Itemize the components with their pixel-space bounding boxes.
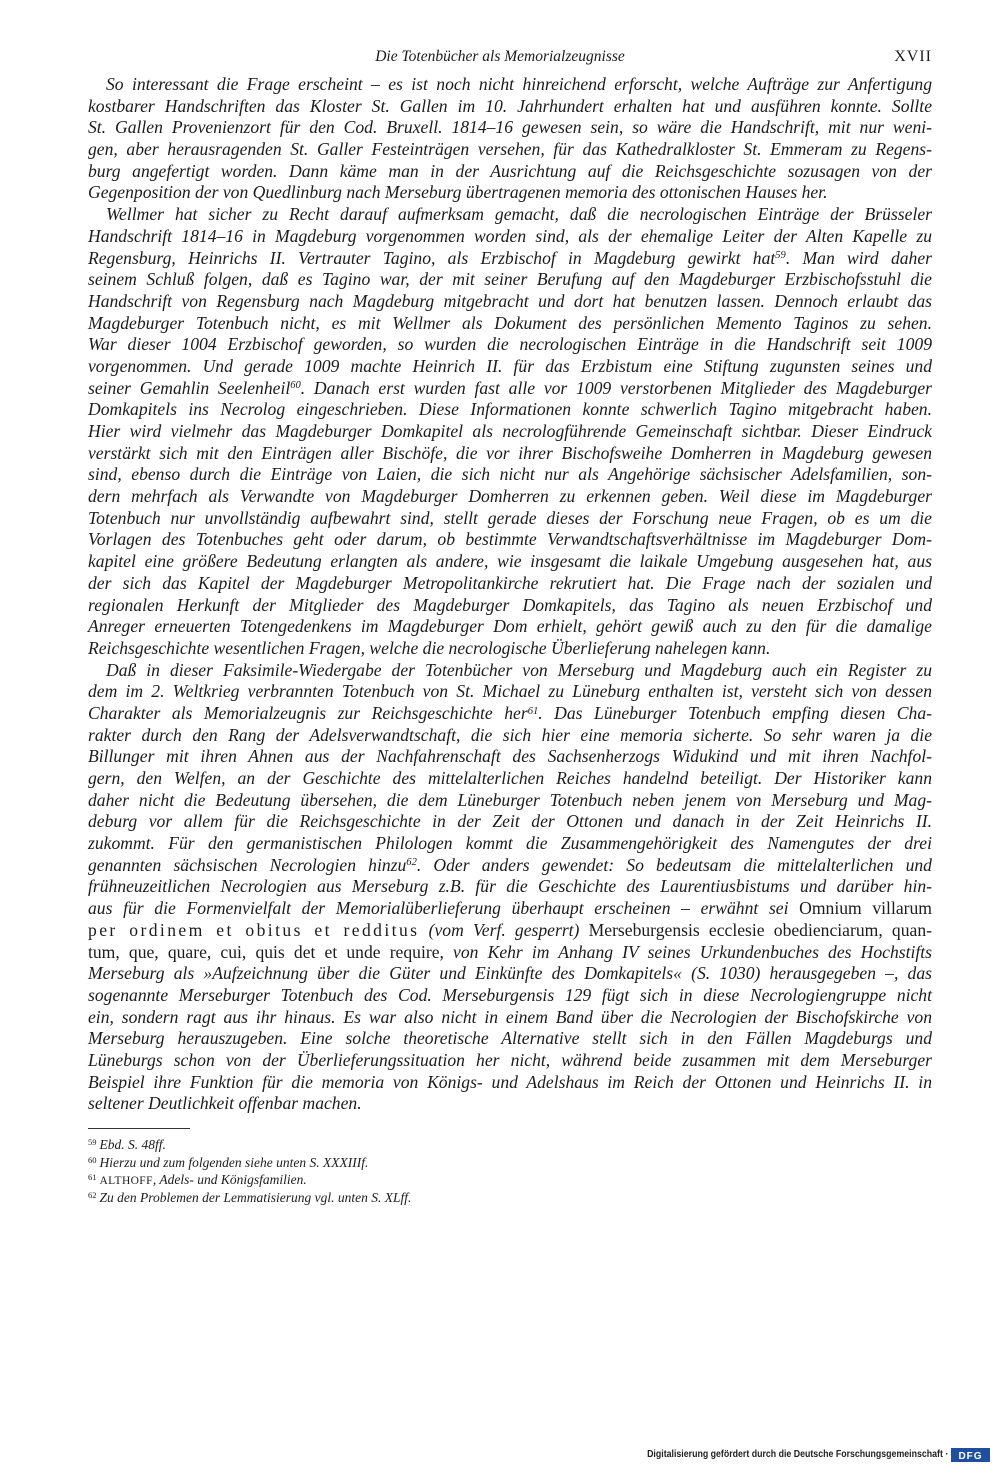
text-line [88, 182, 932, 204]
text-line [88, 74, 932, 96]
italic-text: kapitel eine größere Bedeutung erlangten als andere, wie insgesamt die laikale Umgebung ausgesehen hat, aus [88, 551, 932, 572]
text-line [88, 963, 932, 985]
italic-text: Ebd. S. 48ff. [99, 1137, 166, 1152]
text-line [88, 529, 932, 551]
italic-text: burg angefertigt worden. Dann käme man in der Ausrichtung auf die Reichsgeschichte sozusagen von der [88, 160, 932, 181]
text-line [88, 464, 932, 486]
text-line [88, 811, 932, 833]
dfg-logo-text: DFG [958, 1451, 983, 1462]
italic-text: Regensburg, Heinrichs II. Vertrauter Tagino, als Erzbischof in Magdeburg gewirkt hat [88, 247, 776, 268]
italic-text: . Oder anders gewendet: So bedeutsam die mittelalterlichen und [416, 854, 932, 875]
text-line [88, 768, 932, 790]
text-line [88, 790, 932, 812]
text-line [88, 421, 932, 443]
italic-text: Hier wird vielmehr das Magdeburger Domkapitel als necrologführende Gemeinschaft sichtbar. Dieser Eindruck [88, 421, 932, 441]
body-text [88, 74, 932, 1115]
italic-text: aus für die Formenvielfalt der Memorialüberlieferung überhaupt erscheinen – erwähnt sei [88, 898, 800, 919]
roman-text: Merseburgensis ecclesie obedienciarum, quan- [588, 919, 932, 940]
text-line [88, 855, 932, 877]
author-name: ALTHOFF [99, 1175, 153, 1187]
italic-text: daher nicht die Bedeutung übersehen, die dem Lüneburger Totenbuch neben jenem von Merseburg und Mag- [88, 789, 932, 810]
text-line [88, 1028, 932, 1050]
italic-text: Charakter als Memorialzeugnis zur Reichsgeschichte her [88, 702, 528, 723]
italic-text: . Danach erst wurden fast alle vor 1009 verstorbenen Mitglieder des Magdeburger [300, 377, 932, 398]
roman-text: Omnium villarum [799, 898, 932, 919]
italic-text: Daß in dieser Faksimile-Wiedergabe der Totenbücher von Merseburg und Magdeburg auch ein Register zu [106, 659, 932, 680]
page-number: XVII [894, 48, 932, 65]
footnote [88, 1154, 932, 1172]
text-line [88, 486, 932, 508]
italic-text: . Das Lüneburger Totenbuch empfing diesen Cha- [538, 702, 932, 723]
text-line [88, 616, 932, 638]
italic-text: dern mehrfach als Verwandte von Magdeburger Domherren zu erkennen geben. Weil diese im Magdeburger [88, 486, 932, 507]
text-line [88, 551, 932, 573]
footnote-number: 62 [88, 1189, 97, 1200]
funding-credit: Digitalisierung gefördert durch die Deutsche Forschungsgemeinschaft · [646, 1449, 948, 1460]
text-line [88, 139, 932, 161]
italic-text: St. Gallen Provenienzort für den Cod. Bruxell. 1814–16 gewesen sein, so wäre die Handschrift, mit nur weni- [88, 117, 932, 138]
text-line [88, 248, 932, 270]
text-line [88, 313, 932, 335]
italic-text: frühneuzeitlichen Necrologien aus Merseburg z.B. für die Geschichte des Laurentiusbistums und darüber hin- [88, 876, 932, 897]
text-line [88, 378, 932, 400]
text-line [88, 876, 932, 898]
text-line [88, 269, 932, 291]
text-line [88, 1050, 932, 1072]
footnote-reference: 59 [775, 250, 786, 262]
italic-text: Hierzu und zum folgenden siehe unten S. XXXIIIf. [99, 1154, 369, 1170]
italic-text: von Kehr im Anhang IV seines Urkundenbuches des Hochstifts [453, 941, 932, 962]
text-line [88, 356, 932, 378]
text-line [88, 898, 932, 920]
footnote-number: 59 [88, 1137, 97, 1147]
italic-text: sind, ebenso durch die Einträge von Laien, die sich nicht nur als Angehörige sächsischer Adelsfamilien, son- [88, 464, 932, 485]
text-line [88, 681, 932, 703]
italic-text: ein, sondern ragt aus ihr hinaus. Es war also nicht in einem Band über die Necrologien der Bischofskirche von [88, 1006, 932, 1027]
italic-text: Totenbuch nur unvollständig aufbewahrt sind, stellt gerade dieses der Forschung neue Fragen, ob es um die [88, 507, 932, 528]
italic-text: genannten sächsischen Necrologien hinzu [88, 854, 407, 875]
footnotes [88, 1136, 932, 1206]
dfg-logo [951, 1447, 990, 1463]
spaced-text: per ordinem et obitus et redditus [88, 919, 420, 940]
footnote-reference: 60 [290, 380, 301, 392]
italic-text: gen, aber herausragenden St. Galler Festeinträgen versehen, für das Kathedralkloster St. Emmeram zu Regens- [88, 139, 932, 160]
italic-text: sogenannte Merseburger Totenbuch des Cod. Merseburgensis 129 fügt sich in diese Necrologiengruppe nicht [88, 984, 932, 1005]
italic-text: seiner Gemahlin Seelenheil [88, 377, 291, 398]
text-line [88, 573, 932, 595]
italic-text: Lüneburgs schon von der Überlieferungssituation her nicht, während beide zusammen mit dem Merseburger [88, 1049, 932, 1070]
italic-text: Vorlagen des Totenbuches geht oder darum, ob bestimmte Verwandtschaftsverhältnisse im Magdeburger Dom- [88, 529, 932, 550]
footnote [88, 1136, 932, 1154]
text-line [88, 660, 932, 682]
italic-text: zukommt. Für den germanistischen Philologen kommt die Zusammengehörigkeit des Namengutes der drei [88, 833, 932, 854]
text-line [88, 703, 932, 725]
italic-text: regionalen Herkunft der Mitglieder des Magdeburger Domkapitels, das Tagino als neuen Erzbischof und [88, 594, 932, 615]
italic-text: So interessant die Frage erscheint – es ist noch nicht hinreichend erforscht, welche Aufträge zur Anfertigung [106, 74, 932, 94]
text-line [88, 595, 932, 617]
italic-text: Merseburg als »Aufzeichnung über die Güter und Einkünfte des Domkapitels« (S. 1030) herausgegeben –, das [88, 963, 932, 984]
text-line [88, 399, 932, 421]
footnote-number: 61 [88, 1172, 97, 1182]
italic-text: seinem Schluß folgen, daß es Tagino war, der mit seiner Berufung auf den Magdeburger Erzbischofsstuhl die [88, 269, 932, 290]
italic-text: Beispiel ihre Funktion für die memoria von Königs- und Adelshaus im Reich der Ottonen und Heinrichs II. in [88, 1071, 932, 1092]
footnote [88, 1189, 932, 1207]
text-line [88, 117, 932, 139]
text-line [88, 1072, 932, 1094]
text-line [88, 1007, 932, 1029]
italic-text: Wellmer hat sicher zu Recht darauf aufmerksam gemacht, daß die necrologischen Einträge der Brüsseler [106, 204, 932, 225]
text-line [88, 1093, 932, 1115]
roman-text: tum, que, quare, cui, quis det et unde require, [88, 941, 454, 962]
text-line [88, 638, 932, 660]
italic-text: Magdeburger Totenbuch nicht, es mit Wellmer als Dokument des persönlichen Memento Taginos zu sehen. [88, 312, 932, 333]
text-line [88, 985, 932, 1007]
italic-text: deburg vor allem für die Reichsgeschichte in der Zeit der Ottonen und danach in der Zeit Heinrichs II. [88, 811, 932, 832]
text-line [88, 226, 932, 248]
footnote [88, 1171, 932, 1189]
text-line [88, 161, 932, 183]
text-line [88, 443, 932, 465]
paragraph [88, 204, 932, 659]
italic-text: Handschrift von Regensburg nach Magdeburg mitgebracht und dort hat benutzen lassen. Dennoch erlaubt das [88, 290, 932, 311]
text-line [88, 291, 932, 313]
italic-text: . Man wird daher [785, 247, 932, 268]
text-line [88, 204, 932, 226]
footnote-number: 60 [88, 1154, 97, 1165]
italic-text: Reichsgeschichte wesentlichen Fragen, welche die necrologische Überlieferung nahelegen kann. [88, 637, 771, 658]
italic-text: , Adels- und Königsfamilien. [152, 1172, 307, 1187]
text-line [88, 942, 932, 964]
italic-text: Merseburg herauszugeben. Eine solche theoretische Alternative stellt sich in den Fällen Magdeburgs und [88, 1028, 932, 1049]
italic-text: seltener Deutlichkeit offenbar machen. [88, 1093, 362, 1114]
italic-text: War dieser 1004 Erzbischof geworden, so wurden die necrologischen Einträge in die Handschrift seit 1009 [88, 334, 932, 355]
italic-text: Zu den Problemen der Lemmatisierung vgl. unten S. XLff. [99, 1189, 412, 1205]
italic-text: vorgenommen. Und gerade 1009 machte Heinrich II. für das Erzbistum eine Stiftung zugunsten seines und [88, 355, 932, 376]
italic-text: Gegenposition der von Quedlinburg nach Merseburg übertragenen memoria des ottonischen Hauses her. [88, 182, 828, 203]
italic-text: der sich das Kapitel der Magdeburger Metropolitankirche rekrutiert hat. Die Frage nach der sozialen und [88, 572, 932, 593]
italic-text: Handschrift 1814–16 in Magdeburg vorgenommen worden sind, als der ehemalige Leiter der Alten Kapelle zu [88, 225, 932, 246]
text-line [88, 334, 932, 356]
paragraph [88, 74, 932, 204]
italic-text: rakter durch den Rang der Adelsverwandtschaft, die sich hier eine memoria sicherte. So sehr waren ja die [88, 724, 932, 745]
italic-text: verstärkt sich mit den Einträgen aller Bischöfe, die vor ihrer Bischofsweihe Domherren in Magdeburg gewesen [88, 442, 932, 463]
text-line [88, 96, 932, 118]
italic-text: Billunger mit ihren Ahnen aus der Nachfahrenschaft des Sachsenherzogs Widukind und mit ihren Nachfol- [88, 746, 932, 767]
footnote-reference: 61 [527, 705, 539, 717]
paragraph [88, 660, 932, 1115]
italic-text: kostbarer Handschriften das Kloster St. Gallen im 10. Jahrhundert erhalten hat und ausführen konnte. Sollte [88, 95, 932, 116]
italic-text: dem im 2. Weltkrieg verbrannten Totenbuch von St. Michael zu Lüneburg enthalten ist, versteht sich von dessen [88, 681, 932, 702]
text-line [88, 920, 932, 942]
italic-text: gern, den Welfen, an der Geschichte des mittelalterlichen Reiches handelnd beteiligt. Der Historiker kann [88, 768, 932, 788]
running-title: Die Totenbücher als Memorialzeugnisse [375, 48, 625, 65]
text-line [88, 508, 932, 530]
text-line [88, 746, 932, 768]
italic-text: (vom Verf. gesperrt) [419, 919, 589, 940]
footnote-reference: 62 [406, 857, 417, 869]
text-line [88, 725, 932, 747]
italic-text: Domkapitels ins Necrolog eingeschrieben. Diese Informationen konnte schwerlich Tagino mitgebracht haben. [88, 399, 932, 420]
footnote-divider [88, 1128, 190, 1129]
italic-text: Anreger erneuerten Totengedenkens im Magdeburger Dom erhielt, gehört gewiß auch zu den für die damalige [88, 616, 932, 637]
text-line [88, 833, 932, 855]
